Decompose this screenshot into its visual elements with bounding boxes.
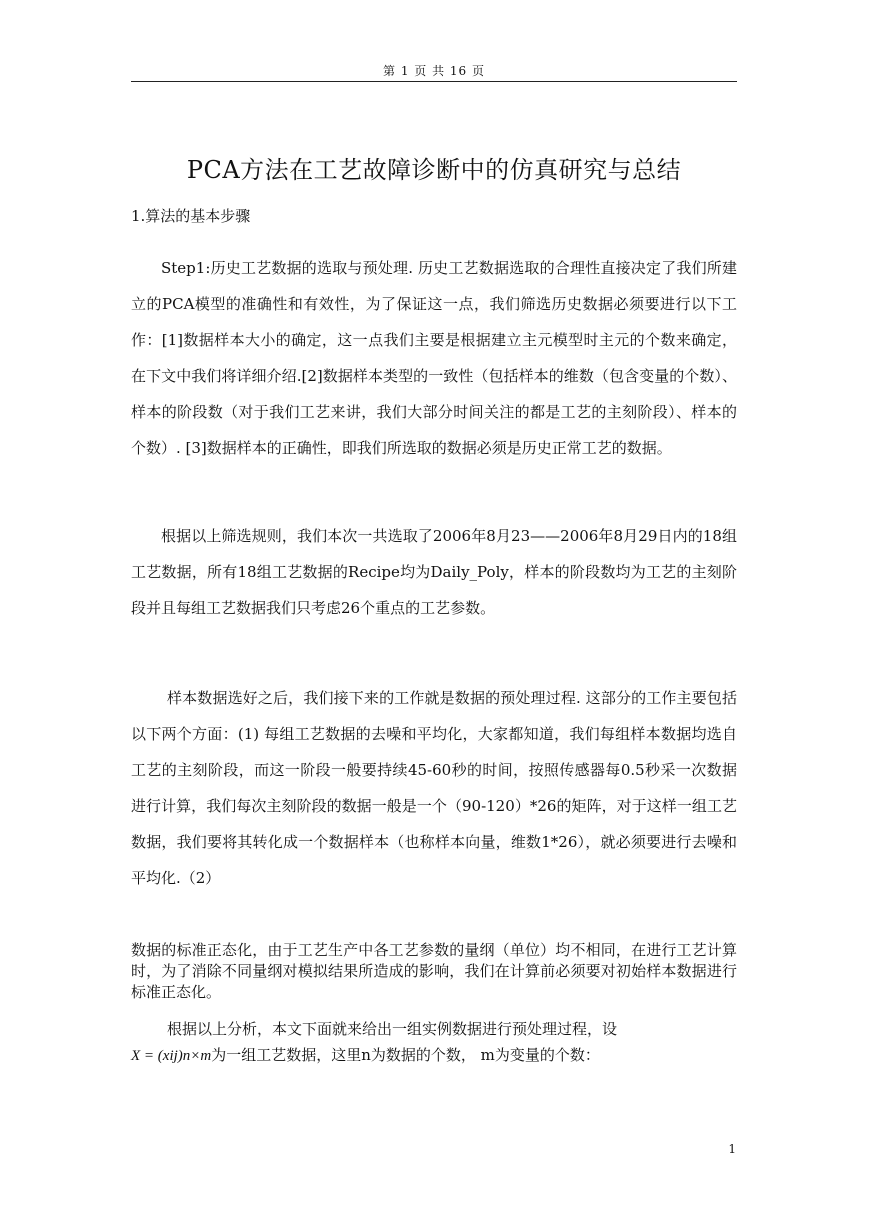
formula-x-matrix: X = (xij)n×m xyxy=(131,1048,212,1064)
paragraph-analysis-line1: 根据以上分析，本文下面就来给出一组实例数据进行预处理过程，设 xyxy=(167,1020,618,1038)
paragraph-preprocessing xyxy=(131,680,737,896)
paragraph-step1 xyxy=(131,250,737,466)
paragraph-preprocessing-text: 样本数据选好之后，我们接下来的工作就是数据的预处理过程. 这部分的工作主要包括以下两个方面：(1) 每组工艺数据的去噪和平均化，大家都知道，我们每组样本数据均选自工艺的主刻阶段，而这一阶段一般要持续45-60秒的时间，按照传感器每0.5秒采一次数据进行计算，我们每次主刻阶段的数据一般是一个（90-120）*26的矩阵，对于这样一组工艺数据，我们要将其转化成一个数据样本（也称样本向量，维数1*26），就必须要进行去噪和平均化.（2） xyxy=(131,689,737,887)
page-header: 第 1 页 共 16 页 xyxy=(383,64,485,78)
paragraph-normalization-text: 数据的标准正态化，由于工艺生产中各工艺参数的量纲（单位）均不相同，在进行工艺计算时，为了消除不同量纲对模拟结果所造成的影响，我们在计算前必须要对初始样本数据进行标准正态化。 xyxy=(131,941,737,1001)
paragraph-analysis-rest: 为一组工艺数据，这里n为数据的个数， m为变量的个数： xyxy=(211,1046,600,1064)
section-heading: 1.算法的基本步骤 xyxy=(131,207,251,225)
page-number: 1 xyxy=(728,1142,736,1156)
paragraph-normalization xyxy=(131,940,737,1003)
paragraph-step1-text: Step1:历史工艺数据的选取与预处理. 历史工艺数据选取的合理性直接决定了我们所建立的PCA模型的准确性和有效性，为了保证这一点，我们筛选历史数据必须要进行以下工作：[1]数据样本大小的确定，这一点我们主要是根据建立主元模型时主元的个数来确定，在下文中我们将详细介绍.[2]数据样本类型的一致性（包括样本的维数（包含变量的个数）、样本的阶段数（对于我们工艺来讲，我们大部分时间关注的都是工艺的主刻阶段）、样本的个数）. [3]数据样本的正确性，即我们所选取的数据必须是历史正常工艺的数据。 xyxy=(131,259,737,457)
paragraph-analysis xyxy=(131,1016,737,1069)
paragraph-selection xyxy=(131,518,737,626)
document-title: PCA方法在工艺故障诊断中的仿真研究与总结 xyxy=(186,156,682,185)
header-rule xyxy=(131,81,737,82)
paragraph-selection-text: 根据以上筛选规则，我们本次一共选取了2006年8月23——2006年8月29日内的18组工艺数据，所有18组工艺数据的Recipe均为Daily_Poly，样本的阶段数均为工艺的主刻阶段并且每组工艺数据我们只考虑26个重点的工艺参数。 xyxy=(131,527,737,617)
